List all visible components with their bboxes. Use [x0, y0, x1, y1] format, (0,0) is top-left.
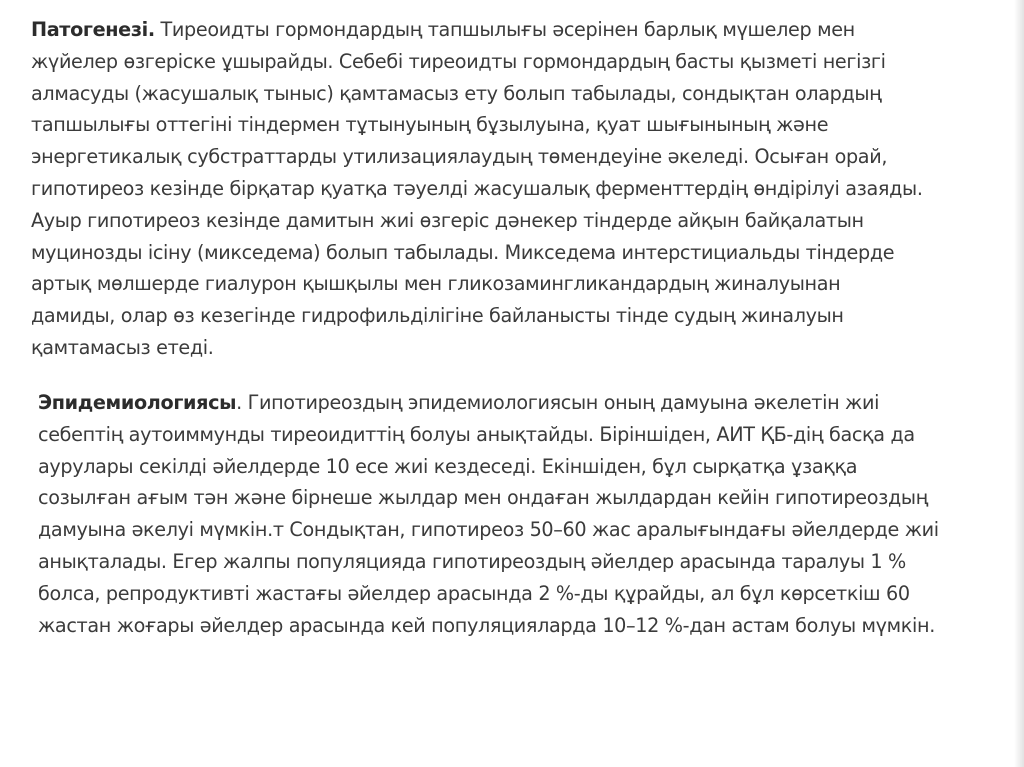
- epidemiology-line: [38, 387, 998, 419]
- epidemiology-line: анықталады. Егер жалпы популяцияда гипотиреоздың әйелдер арасында таралуы 1 %: [38, 549, 906, 573]
- epidemiology-line: аурулары секілді әйелдерде 10 есе жиі кездеседі. Екіншіден, бұл сырқатқа ұзаққа: [38, 454, 858, 478]
- slide-edge-shadow: [1014, 0, 1024, 767]
- pathogenesis-line: муцинозды ісіну (микседема) болып табылады. Микседема интерстициальды тіндерде: [31, 240, 895, 264]
- pathogenesis-line-text: Тиреоидты гормондардың тапшылығы әсерінен барлық мүшелер мен: [154, 18, 855, 41]
- pathogenesis-line: артық мөлшерде гиалурон қышқылы мен гликозамингликандардың жиналуынан: [31, 272, 841, 296]
- pathogenesis-line: энергетикалық субстраттарды утилизациялаудың төмендеуіне әкеледі. Осыған орай,: [31, 145, 888, 169]
- epidemiology-paragraph: [38, 387, 998, 641]
- pathogenesis-line: дамиды, олар өз кезегінде гидрофильділігіне байланысты тінде судың жиналуын: [31, 304, 844, 328]
- epidemiology-line-text: . Гипотиреоздың эпидемиологиясын оның дамуына әкелетін жиі: [236, 391, 880, 414]
- pathogenesis-line: жүйелер өзгеріске ұшырайды. Себебі тиреоидты гормондардың басты қызметі негізгі: [31, 49, 886, 73]
- epidemiology-line: себептің аутоиммунды тиреоидиттің болуы анықтайды. Біріншіден, АИТ ҚБ-дің басқа да: [38, 422, 915, 446]
- epidemiology-line: жастан жоғары әйелдер арасында кей популяцияларда 10–12 %-дан астам болуы мүмкін.: [38, 613, 935, 637]
- pathogenesis-line: алмасуды (жасушалық тыныс) қамтамасыз ету болып табылады, сондықтан олардың: [31, 81, 882, 105]
- pathogenesis-heading: Патогенезі.: [31, 18, 155, 41]
- epidemiology-line: болса, репродуктивті жастағы әйелдер арасында 2 %-ды құрайды, ал бұл көрсеткіш 60: [38, 581, 910, 605]
- pathogenesis-paragraph: [31, 14, 991, 364]
- pathogenesis-line: Ауыр гипотиреоз кезінде дамитын жиі өзгеріс дәнекер тіндерде айқын байқалатын: [31, 208, 864, 232]
- epidemiology-line: дамуына әкелуі мүмкін.т Сондықтан, гипотиреоз 50–60 жас аралығындағы әйелдерде жиі: [38, 518, 939, 542]
- pathogenesis-line: [31, 14, 991, 46]
- pathogenesis-line: гипотиреоз кезінде бірқатар қуатқа тәуелді жасушалық ферменттердің өндірілуі азаяды.: [31, 176, 923, 200]
- pathogenesis-line: қамтамасыз етеді.: [31, 335, 214, 359]
- pathogenesis-line: тапшылығы оттегіні тіндермен тұтынуының бұзылуына, қуат шығынының және: [31, 113, 829, 137]
- epidemiology-line: созылған ағым тән және бірнеше жылдар мен ондаған жылдардан кейін гипотиреоздың: [38, 486, 928, 510]
- epidemiology-heading: Эпидемиологиясы: [38, 391, 237, 414]
